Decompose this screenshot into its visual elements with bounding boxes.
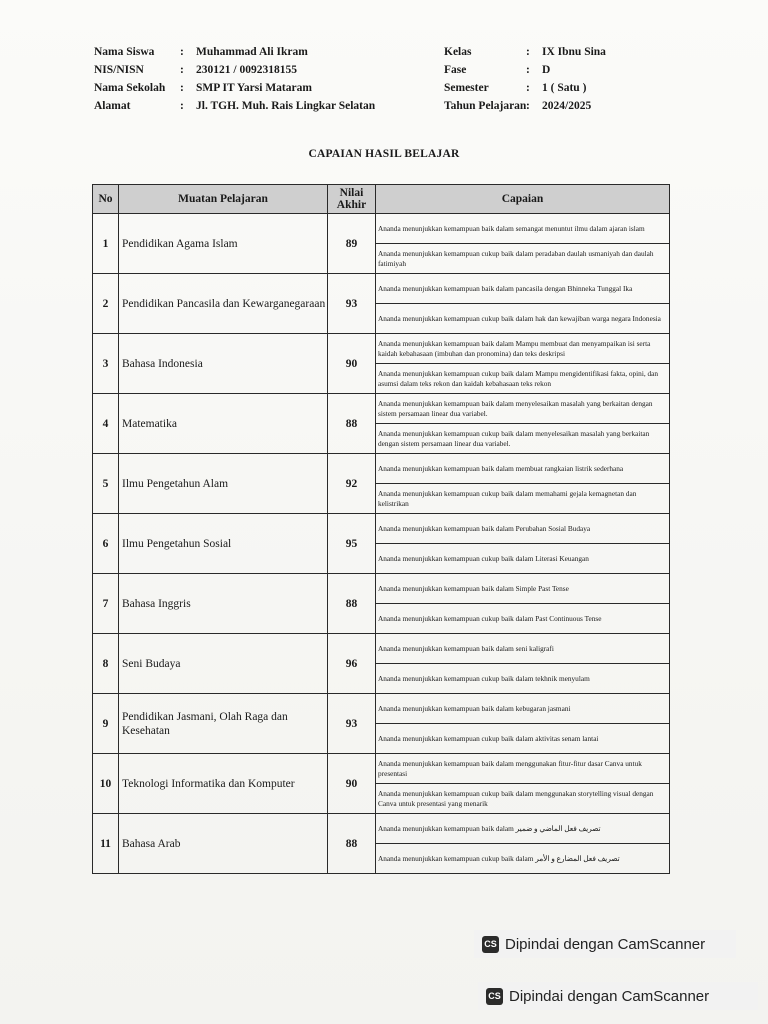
achievement-good: Ananda menunjukkan kemampuan baik dalam membuat rangkaian listrik sederhana <box>376 454 670 484</box>
info-row-alamat: Alamat : Jl. TGH. Muh. Rais Lingkar Selatan <box>94 97 375 115</box>
info-value: Jl. TGH. Muh. Rais Lingkar Selatan <box>196 100 376 112</box>
info-label: Kelas <box>444 46 472 58</box>
subject-name: Bahasa Indonesia <box>119 334 328 394</box>
subject-name: Pendidikan Agama Islam <box>119 214 328 274</box>
table-row <box>93 634 670 664</box>
info-label: Nama Siswa <box>94 46 155 58</box>
info-row-tahun-pelajaran: Tahun Pelajaran: 2024/2025 <box>444 97 606 115</box>
final-score: 88 <box>328 814 376 874</box>
subject-name: Teknologi Informatika dan Komputer <box>119 754 328 814</box>
row-number: 10 <box>93 754 119 814</box>
info-row-fase: Fase : D <box>444 61 606 79</box>
header-achievement: Capaian <box>376 185 670 214</box>
info-label: Nama Sekolah <box>94 82 166 94</box>
info-row-semester: Semester : 1 ( Satu ) <box>444 79 606 97</box>
final-score: 88 <box>328 574 376 634</box>
row-number: 6 <box>93 514 119 574</box>
achievement-fair: Ananda menunjukkan kemampuan cukup baik dalam hak dan kewajiban warga negara Indonesia <box>376 304 670 334</box>
achievement-good: Ananda menunjukkan kemampuan baik dalam menyelesaikan masalah yang berkaitan dengan sistem persamaan linear dua variabel. <box>376 394 670 424</box>
final-score: 88 <box>328 394 376 454</box>
table-header-row <box>93 185 670 214</box>
achievement-good: Ananda menunjukkan kemampuan baik dalam pancasila dengan Bhinneka Tunggal Ika <box>376 274 670 304</box>
grades-table <box>92 184 670 874</box>
achievement-good: Ananda menunjukkan kemampuan baik dalam Simple Past Tense <box>376 574 670 604</box>
header-score: Nilai Akhir <box>328 185 376 214</box>
info-row-nis-nisn: NIS/NISN : 230121 / 0092318155 <box>94 61 375 79</box>
info-label: Fase <box>444 64 467 76</box>
info-value: SMP IT Yarsi Mataram <box>196 82 312 94</box>
achievement-good: Ananda menunjukkan kemampuan baik dalam Perubahan Sosial Budaya <box>376 514 670 544</box>
row-number: 7 <box>93 574 119 634</box>
achievement-fair: Ananda menunjukkan kemampuan cukup baik dalam تصريف فعل المضارع و الأمر <box>376 844 670 874</box>
achievement-fair: Ananda menunjukkan kemampuan cukup baik dalam peradaban daulah usmaniyah dan daulah fatimiyah <box>376 244 670 274</box>
row-number: 1 <box>93 214 119 274</box>
achievement-good: Ananda menunjukkan kemampuan baik dalam semangat menuntut ilmu dalam ajaran islam <box>376 214 670 244</box>
achievement-fair: Ananda menunjukkan kemampuan cukup baik dalam aktivitas senam lantai <box>376 724 670 754</box>
table-row <box>93 274 670 304</box>
info-label: Semester <box>444 82 489 94</box>
table-row <box>93 754 670 784</box>
info-row-kelas: Kelas : IX Ibnu Sina <box>444 43 606 61</box>
camscanner-watermark <box>474 930 736 958</box>
achievement-fair: Ananda menunjukkan kemampuan cukup baik dalam menggunakan storytelling visual dengan Canva untuk presentasi yang menarik <box>376 784 670 814</box>
achievement-fair: Ananda menunjukkan kemampuan cukup baik dalam Past Continuous Tense <box>376 604 670 634</box>
subject-name: Ilmu Pengetahun Sosial <box>119 514 328 574</box>
subject-name: Ilmu Pengetahun Alam <box>119 454 328 514</box>
achievement-fair: Ananda menunjukkan kemampuan cukup baik dalam tekhnik menyulam <box>376 664 670 694</box>
camscanner-watermark <box>478 982 758 1010</box>
final-score: 93 <box>328 694 376 754</box>
final-score: 96 <box>328 634 376 694</box>
table-row <box>93 514 670 544</box>
achievement-fair: Ananda menunjukkan kemampuan cukup baik dalam Literasi Keuangan <box>376 544 670 574</box>
achievement-fair: Ananda menunjukkan kemampuan cukup baik dalam memahami gejala kemagnetan dan kelistrikan <box>376 484 670 514</box>
achievement-fair: Ananda menunjukkan kemampuan cukup baik dalam menyelesaikan masalah yang berkaitan dengan sistem persamaan linear dua variabel. <box>376 424 670 454</box>
info-value: 2024/2025 <box>542 100 592 112</box>
table-row <box>93 814 670 844</box>
student-info-right <box>444 43 606 115</box>
student-info-left <box>94 43 375 115</box>
info-value: IX Ibnu Sina <box>542 46 606 58</box>
grades-body <box>93 214 670 874</box>
achievement-fair: Ananda menunjukkan kemampuan cukup baik dalam Mampu mengidentifikasi fakta, opini, dan asumsi dalam teks rekon dan kaidah kebahasaan teks rekon <box>376 364 670 394</box>
table-row <box>93 334 670 364</box>
achievement-good: Ananda menunjukkan kemampuan baik dalam menggunakan fitur-fitur dasar Canva untuk presentasi <box>376 754 670 784</box>
table-row <box>93 694 670 724</box>
header-subject: Muatan Pelajaran <box>119 185 328 214</box>
final-score: 92 <box>328 454 376 514</box>
row-number: 8 <box>93 634 119 694</box>
info-label: Alamat <box>94 100 131 112</box>
info-label: Tahun Pelajaran <box>444 100 527 112</box>
table-row <box>93 574 670 604</box>
camscanner-icon: CS <box>482 936 499 953</box>
achievement-good: Ananda menunjukkan kemampuan baik dalam تصريف فعل الماضي و ضمير <box>376 814 670 844</box>
row-number: 9 <box>93 694 119 754</box>
final-score: 93 <box>328 274 376 334</box>
camscanner-text: Dipindai dengan CamScanner <box>505 935 706 953</box>
subject-name: Seni Budaya <box>119 634 328 694</box>
final-score: 95 <box>328 514 376 574</box>
table-row <box>93 394 670 424</box>
table-row <box>93 454 670 484</box>
row-number: 2 <box>93 274 119 334</box>
info-value: 230121 / 0092318155 <box>196 64 297 76</box>
info-value: Muhammad Ali Ikram <box>196 46 308 58</box>
achievement-good: Ananda menunjukkan kemampuan baik dalam seni kaligrafi <box>376 634 670 664</box>
info-row-nama-siswa: Nama Siswa : Muhammad Ali Ikram <box>94 43 375 61</box>
header-no: No <box>93 185 119 214</box>
camscanner-icon: CS <box>486 988 503 1005</box>
row-number: 5 <box>93 454 119 514</box>
subject-name: Bahasa Inggris <box>119 574 328 634</box>
subject-name: Bahasa Arab <box>119 814 328 874</box>
info-row-nama-sekolah: Nama Sekolah : SMP IT Yarsi Mataram <box>94 79 375 97</box>
row-number: 11 <box>93 814 119 874</box>
info-label: NIS/NISN <box>94 64 144 76</box>
table-row <box>93 214 670 244</box>
camscanner-text: Dipindai dengan CamScanner <box>509 987 710 1005</box>
info-value: 1 ( Satu ) <box>542 82 587 94</box>
row-number: 4 <box>93 394 119 454</box>
subject-name: Pendidikan Jasmani, Olah Raga dan Kesehatan <box>119 694 328 754</box>
achievement-good: Ananda menunjukkan kemampuan baik dalam kebugaran jasmani <box>376 694 670 724</box>
final-score: 90 <box>328 334 376 394</box>
info-value: D <box>542 64 551 76</box>
subject-name: Matematika <box>119 394 328 454</box>
final-score: 90 <box>328 754 376 814</box>
row-number: 3 <box>93 334 119 394</box>
subject-name: Pendidikan Pancasila dan Kewarganegaraan <box>119 274 328 334</box>
document-title: CAPAIAN HASIL BELAJAR <box>308 148 460 160</box>
final-score: 89 <box>328 214 376 274</box>
achievement-good: Ananda menunjukkan kemampuan baik dalam Mampu membuat dan menyampaikan isi serta kaidah kebahasaan (imbuhan dan pronomina) dan teks deskripsi <box>376 334 670 364</box>
